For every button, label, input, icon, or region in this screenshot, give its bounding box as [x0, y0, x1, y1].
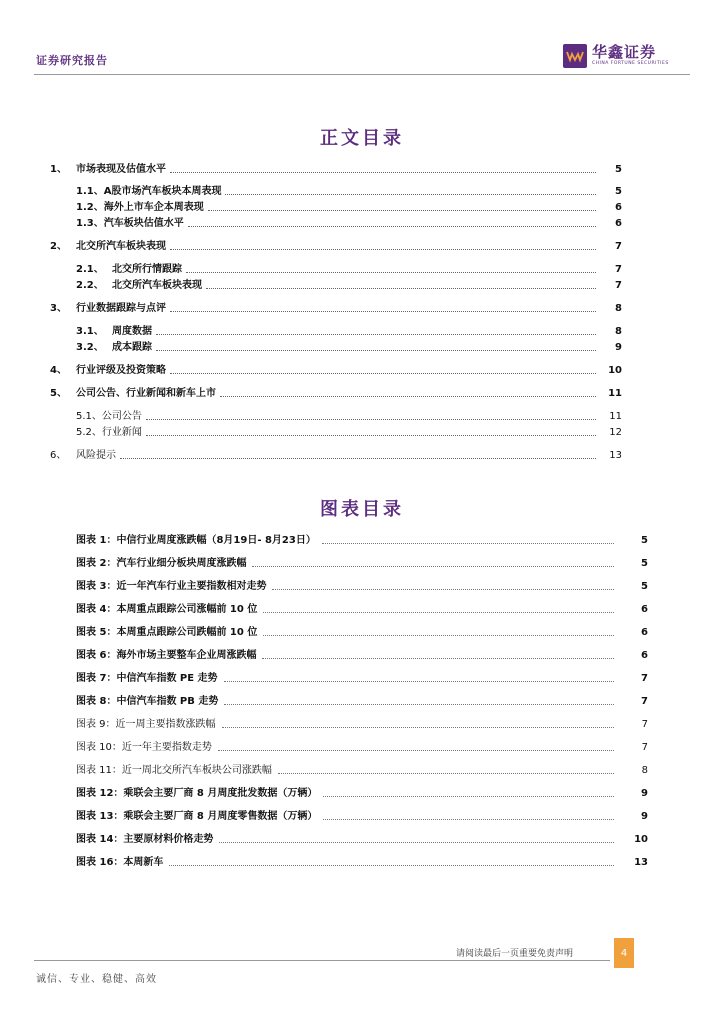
toc-entry-3-2[interactable]: 3.2、 成本跟踪 9	[76, 342, 622, 353]
figure-entry-16[interactable]: 图表 16：本周新车 13	[76, 857, 648, 868]
toc-entry-1-1[interactable]: 1.1、 A股市场汽车板块本周表现 5	[76, 186, 622, 197]
toc-entry-4[interactable]: 4、 行业评级及投资策略 10	[50, 365, 622, 376]
toc-entry-3[interactable]: 3、 行业数据跟踪与点评 8	[50, 303, 622, 314]
company-logo	[563, 44, 669, 68]
disclaimer-note: 请阅读最后一页重要免责声明	[456, 949, 574, 959]
toc-entry-5[interactable]: 5、 公司公告、行业新闻和新车上市 11	[50, 388, 622, 399]
figures-title: 图表目录	[320, 499, 404, 520]
logo-mark-icon	[563, 44, 587, 68]
figure-entry-6[interactable]: 图表 6：海外市场主要整车企业周涨跌幅 6	[76, 650, 648, 661]
figure-entry-1[interactable]: 图表 1：中信行业周度涨跌幅（8月19日- 8月23日） 5	[76, 535, 648, 546]
figure-entry-3[interactable]: 图表 3：近一年汽车行业主要指数相对走势 5	[76, 581, 648, 592]
page-number-badge: 4	[614, 938, 634, 968]
figure-entry-8[interactable]: 图表 8：中信汽车指数 PB 走势 7	[76, 696, 648, 707]
figure-entry-5[interactable]: 图表 5：本周重点跟踪公司跌幅前 10 位 6	[76, 627, 648, 638]
report-type-label: 证券研究报告	[36, 54, 108, 67]
toc-entry-1[interactable]: 1、 市场表现及估值水平 5	[50, 164, 622, 175]
toc-entry-2-1[interactable]: 2.1、 北交所行情跟踪 7	[76, 264, 622, 275]
toc-entry-6[interactable]: 6、 风险提示 13	[50, 450, 622, 461]
figure-entry-14[interactable]: 图表 14：主要原材料价格走势 10	[76, 834, 648, 845]
figure-entry-11[interactable]: 图表 11：近一周北交所汽车板块公司涨跌幅 8	[76, 765, 648, 776]
header-divider	[34, 74, 690, 75]
toc-entry-1-2[interactable]: 1.2、 海外上市车企本周表现 6	[76, 202, 622, 213]
toc-entry-5-2[interactable]: 5.2、 行业新闻 12	[76, 427, 622, 438]
toc-entry-2[interactable]: 2、 北交所汽车板块表现 7	[50, 241, 622, 252]
footer-slogan: 诚信、专业、稳健、高效	[36, 974, 157, 985]
toc-entry-5-1[interactable]: 5.1、 公司公告 11	[76, 411, 622, 422]
toc-title: 正文目录	[320, 128, 404, 149]
toc-entry-2-2[interactable]: 2.2、 北交所汽车板块表现 7	[76, 280, 622, 291]
toc-entry-1-3[interactable]: 1.3、 汽车板块估值水平 6	[76, 218, 622, 229]
figure-entry-10[interactable]: 图表 10：近一年主要指数走势 7	[76, 742, 648, 753]
figure-entry-4[interactable]: 图表 4：本周重点跟踪公司涨幅前 10 位 6	[76, 604, 648, 615]
logo-english-name: CHINA FORTUNE SECURITIES	[592, 61, 669, 66]
figure-entry-9[interactable]: 图表 9：近一周主要指数涨跌幅 7	[76, 719, 648, 730]
logo-chinese-name: 华鑫证券	[592, 43, 657, 61]
figure-entry-7[interactable]: 图表 7：中信汽车指数 PE 走势 7	[76, 673, 648, 684]
figure-entry-12[interactable]: 图表 12：乘联会主要厂商 8 月周度批发数据（万辆） 9	[76, 788, 648, 799]
figure-entry-2[interactable]: 图表 2：汽车行业细分板块周度涨跌幅 5	[76, 558, 648, 569]
figure-entry-13[interactable]: 图表 13：乘联会主要厂商 8 月周度零售数据（万辆） 9	[76, 811, 648, 822]
footer-divider	[34, 960, 610, 961]
toc-entry-3-1[interactable]: 3.1、 周度数据 8	[76, 326, 622, 337]
